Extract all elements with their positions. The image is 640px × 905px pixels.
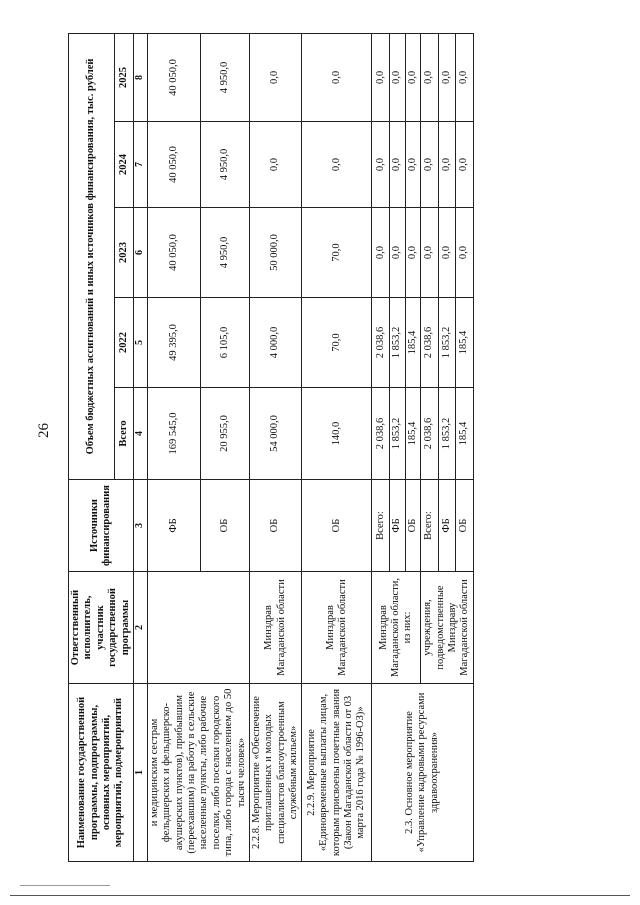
row-source: ОБ (249, 480, 302, 572)
header-year-2022: 2022 (115, 298, 134, 388)
value-cell: 185,4 (456, 388, 474, 480)
value-cell: 0,0 (421, 208, 439, 298)
value-cell: 1 853,2 (390, 388, 405, 480)
value-cell: 185,4 (405, 388, 420, 480)
value-cell: 0,0 (456, 122, 474, 208)
value-cell: 0,0 (390, 122, 405, 208)
value-cell: 0,0 (421, 122, 439, 208)
row-executor: Минздрав Магаданской области, из них: (372, 572, 421, 684)
page-bottom-rule (10, 895, 630, 896)
value-cell: 20 955,0 (201, 388, 250, 480)
scan-edge-mark (20, 885, 110, 886)
rotated-table-container (68, 34, 471, 862)
col-number: 2 (133, 572, 147, 684)
value-cell: 1 853,2 (390, 298, 405, 388)
row-executor: Минздрав Магаданской области (249, 572, 302, 684)
header-source: Источники финансирования (69, 480, 134, 572)
header-year-2025: 2025 (115, 33, 134, 121)
row-name: 2.2.9. Мероприятие «Единовременные выплаты лицам, которым присвоены почетные звания (Закон Магаданской области от 03 марта 2016 года № 1996-ОЗ)» (302, 684, 372, 862)
header-executor: Ответственный исполнитель, участник государственной программы (69, 572, 134, 684)
value-cell: 1 853,2 (438, 388, 456, 480)
col-number: 7 (133, 122, 147, 208)
value-cell: 54 000,0 (249, 388, 302, 480)
col-number: 3 (133, 480, 147, 572)
row-source: ФБ (438, 480, 456, 572)
row-source: Всего: (372, 480, 390, 572)
value-cell: 0,0 (438, 208, 456, 298)
value-cell: 0,0 (405, 122, 420, 208)
col-number: 4 (133, 388, 147, 480)
col-number: 6 (133, 208, 147, 298)
value-cell: 2 038,6 (421, 298, 439, 388)
page-number: 26 (36, 423, 52, 438)
value-cell: 0,0 (302, 122, 372, 208)
value-cell: 4 950,0 (201, 208, 250, 298)
row-executor: Минздрав Магаданской области (302, 572, 372, 684)
row-source: ОБ (302, 480, 372, 572)
value-cell: 185,4 (456, 298, 474, 388)
value-cell: 2 038,6 (372, 298, 390, 388)
value-cell: 4 950,0 (201, 122, 250, 208)
value-cell: 40 050,0 (147, 122, 200, 208)
value-cell: 2 038,6 (372, 388, 390, 480)
col-number: 8 (133, 33, 147, 121)
value-cell: 4 000,0 (249, 298, 302, 388)
col-number: 1 (133, 684, 147, 862)
value-cell: 70,0 (302, 208, 372, 298)
row-source: Всего: (421, 480, 439, 572)
header-year-total: Всего (115, 388, 134, 480)
value-cell: 0,0 (249, 122, 302, 208)
value-cell: 0,0 (405, 208, 420, 298)
value-cell: 50 000,0 (249, 208, 302, 298)
financing-table (68, 33, 474, 862)
row-executor (147, 572, 249, 684)
value-cell: 4 950,0 (201, 33, 250, 121)
value-cell: 70,0 (302, 298, 372, 388)
value-cell: 40 050,0 (147, 208, 200, 298)
value-cell: 0,0 (456, 33, 474, 121)
header-year-2024: 2024 (115, 122, 134, 208)
value-cell: 0,0 (438, 122, 456, 208)
value-cell: 6 105,0 (201, 298, 250, 388)
header-name: Наименование государственной программы, подпрограммы, основных мероприятий, мероприятий, подмероприятий (69, 684, 134, 862)
value-cell: 2 038,6 (421, 388, 439, 480)
col-number: 5 (133, 298, 147, 388)
value-cell: 140,0 (302, 388, 372, 480)
value-cell: 185,4 (405, 298, 420, 388)
header-volume: Объем бюджетных ассигнований и иных источников финансирования, тыс. рублей (69, 33, 115, 479)
row-source: ОБ (201, 480, 250, 572)
row-source: ФБ (390, 480, 405, 572)
value-cell: 0,0 (390, 33, 405, 121)
value-cell: 49 395,0 (147, 298, 200, 388)
row-source: ОБ (456, 480, 474, 572)
value-cell: 0,0 (438, 33, 456, 121)
value-cell: 40 050,0 (147, 33, 200, 121)
header-year-2023: 2023 (115, 208, 134, 298)
value-cell: 0,0 (390, 208, 405, 298)
value-cell: 0,0 (372, 33, 390, 121)
value-cell: 0,0 (302, 33, 372, 121)
value-cell: 0,0 (456, 208, 474, 298)
value-cell: 0,0 (249, 33, 302, 121)
row-source: ФБ (147, 480, 200, 572)
row-name: 2.2.8. Мероприятие «Обеспечение приглашенных и молодых специалистов благоустроенным служебным жильем» (249, 684, 302, 862)
value-cell: 0,0 (372, 208, 390, 298)
row-source: ОБ (405, 480, 420, 572)
value-cell: 1 853,2 (438, 298, 456, 388)
value-cell: 0,0 (372, 122, 390, 208)
value-cell: 169 545,0 (147, 388, 200, 480)
value-cell: 0,0 (421, 33, 439, 121)
row-name: и медицинским сестрам фельдшерских и фельдшерско-акушерских пунктов), прибывшим (переехавшим) на работу в сельские населенные пункты, либо рабочие поселки, либо поселки городского типа, либо города с населением до 50 тысяч человек» (147, 684, 249, 862)
row-executor: учреждения, подведомственные Минздраву Магаданской области (421, 572, 474, 684)
row-name: 2.3. Основное мероприятие «Управление кадровыми ресурсами здравоохранения» (372, 684, 473, 862)
value-cell: 0,0 (405, 33, 420, 121)
